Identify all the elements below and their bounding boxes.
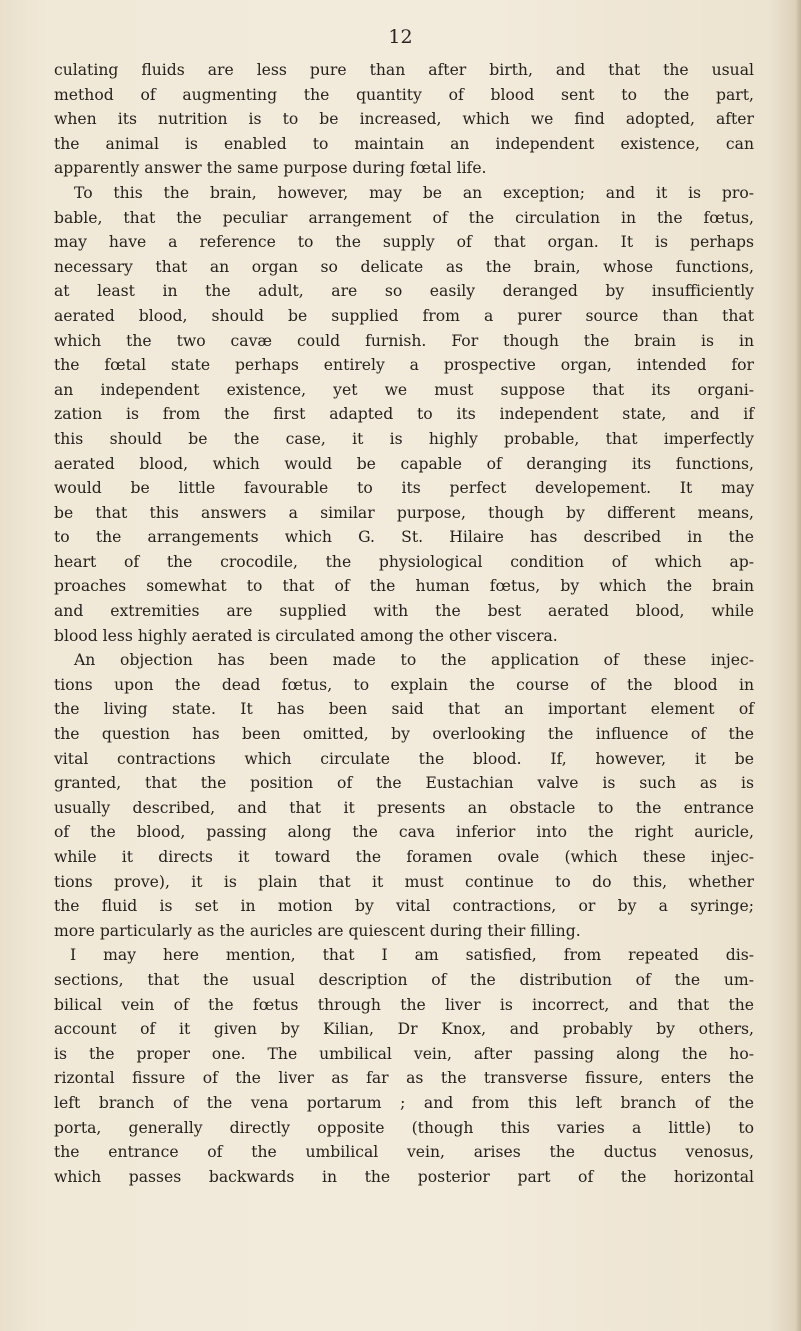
text-line: which passes backwards in the posterior part of the horizontal bbox=[54, 1167, 754, 1186]
text-line: tions prove), it is plain that it must continue to do this, whether bbox=[54, 872, 754, 891]
text-line: rizontal fissure of the liver as far as the transverse fissure, enters the bbox=[54, 1069, 754, 1088]
text-line: this should be the case, it is highly probable, that imperfectly bbox=[54, 429, 754, 448]
text-line: bilical vein of the fœtus through the liver is incorrect, and that the bbox=[54, 995, 754, 1014]
text-line: when its nutrition is to be increased, which we find adopted, after bbox=[54, 110, 754, 129]
text-line: aerated blood, should be supplied from a purer source than that bbox=[54, 306, 754, 325]
text-line: the living state. It has been said that an important element of bbox=[54, 700, 754, 719]
text-line: and extremities are supplied with the best aerated blood, while bbox=[54, 602, 754, 621]
text-line: the fluid is set in motion by vital contractions, or by a syringe; bbox=[54, 897, 754, 916]
text-line: porta, generally directly opposite (though this varies a little) to bbox=[54, 1118, 754, 1137]
text-line: would be little favourable to its perfect developement. It may bbox=[54, 479, 754, 498]
text-line: heart of the crocodile, the physiological condition of which ap- bbox=[54, 552, 754, 571]
text-line: proaches somewhat to that of the human fœtus, by which the brain bbox=[54, 577, 754, 596]
text-line: while it directs it toward the foramen ovale (which these injec- bbox=[54, 848, 754, 866]
text-line: sections, that the usual description of the distribution of the um- bbox=[54, 970, 754, 989]
text-line: to the arrangements which G. St. Hilaire has described in the bbox=[54, 528, 754, 547]
text-line: usually described, and that it presents an obstacle to the entrance bbox=[54, 798, 754, 817]
text-line: necessary that an organ so delicate as the brain, whose functions, bbox=[54, 257, 754, 276]
text-line: which the two cavæ could furnish. For though the brain is in bbox=[54, 331, 754, 350]
text-line: granted, that the position of the Eustachian valve is such as is bbox=[54, 774, 754, 793]
text-line: zation is from the first adapted to its independent state, and if bbox=[54, 405, 754, 424]
text-line: apparently answer the same purpose during fœtal life. bbox=[54, 159, 487, 178]
text-line: left branch of the vena portarum ; and from this left branch of the bbox=[54, 1093, 754, 1112]
text-line: An objection has been made to the application of these injec- bbox=[74, 651, 754, 670]
text-line: tions upon the dead fœtus, to explain the course of the blood in bbox=[54, 675, 754, 694]
text-line: of the blood, passing along the cava inferior into the right auricle, bbox=[54, 823, 754, 842]
text-line: I may here mention, that I am satisfied, from repeated dis- bbox=[70, 946, 754, 965]
text-line: may have a reference to the supply of that organ. It is perhaps bbox=[54, 233, 754, 252]
text-line: the question has been omitted, by overlooking the influence of the bbox=[54, 725, 754, 744]
text-line: an independent existence, yet we must suppose that its organi- bbox=[54, 380, 754, 399]
text-line: culating fluids are less pure than after birth, and that the usual bbox=[54, 61, 754, 79]
text-line: the entrance of the umbilical vein, arises the ductus venosus, bbox=[54, 1143, 754, 1162]
text-line: aerated blood, which would be capable of deranging its functions, bbox=[54, 454, 754, 473]
text-line: blood less highly aerated is circulated among the other viscera. bbox=[54, 626, 558, 645]
page-edge-shadow bbox=[795, 0, 801, 1331]
text-line: account of it given by Kilian, Dr Knox, and probably by others, bbox=[54, 1020, 754, 1039]
text-line: be that this answers a similar purpose, though by different means, bbox=[54, 503, 754, 522]
text-line: the animal is enabled to maintain an independent existence, can bbox=[54, 134, 754, 153]
text-line: at least in the adult, are so easily deranged by insufficiently bbox=[54, 282, 754, 301]
text-line: To this the brain, however, may be an exception; and it is pro- bbox=[74, 183, 754, 202]
text-line: is the proper one. The umbilical vein, after passing along the ho- bbox=[54, 1044, 754, 1063]
text-line: more particularly as the auricles are quiescent during their filling. bbox=[54, 921, 581, 940]
text-line: the fœtal state perhaps entirely a prospective organ, intended for bbox=[54, 356, 754, 375]
body-text bbox=[54, 58, 754, 1189]
text-line: vital contractions which circulate the blood. If, however, it be bbox=[54, 749, 754, 768]
text-line: bable, that the peculiar arrangement of the circulation in the fœtus, bbox=[54, 208, 754, 227]
text-line: method of augmenting the quantity of blood sent to the part, bbox=[54, 85, 754, 104]
page-number: 12 bbox=[388, 26, 413, 48]
